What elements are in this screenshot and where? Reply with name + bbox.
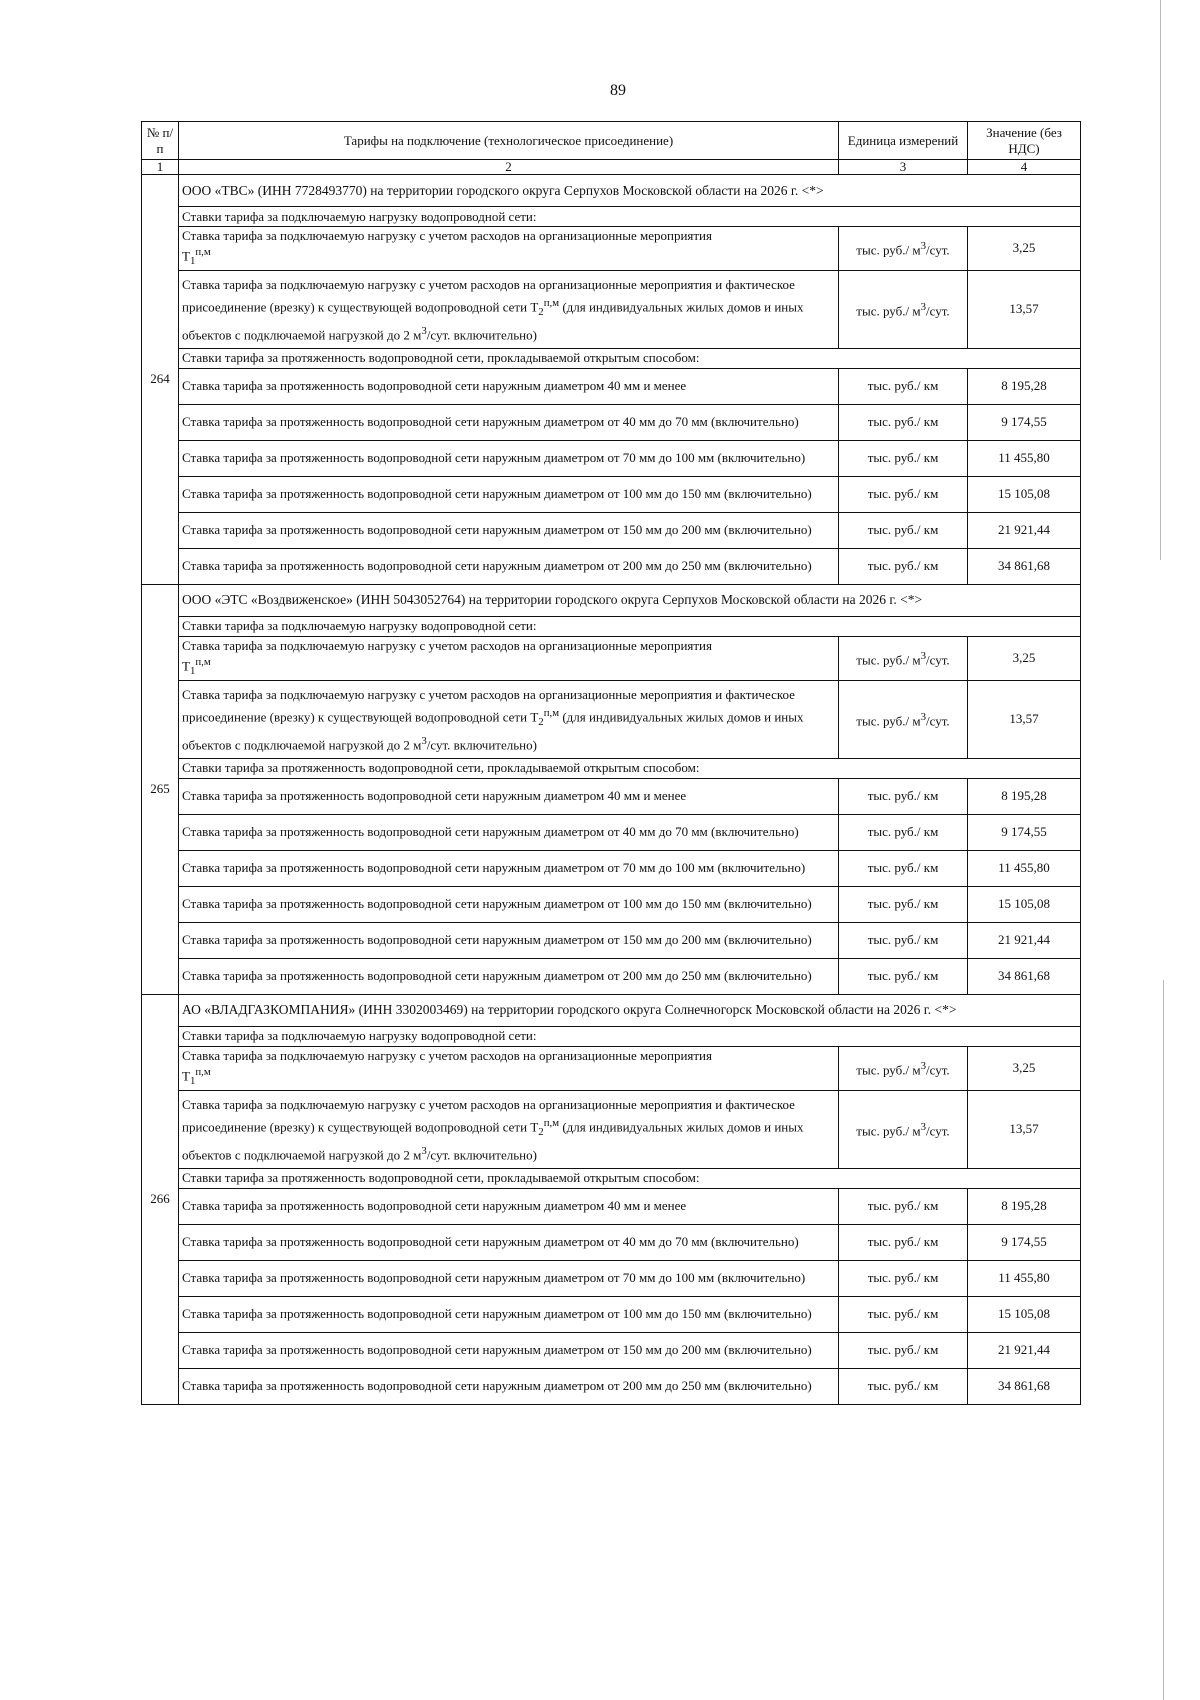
value-cell: 8 195,28 [968,1188,1081,1224]
unit-cell: тыс. руб./ км [839,476,968,512]
unit-sup: 3 [920,1060,927,1073]
section-row [142,348,1081,368]
value-cell: 3,25 [968,227,1081,271]
value-cell: 34 861,68 [968,548,1081,584]
pipe-tariff-name: Ставка тарифа за протяженность водопроводной сети наружным диаметром 40 мм и менее [179,1188,839,1224]
value-cell: 3,25 [968,1046,1081,1090]
organization-number: 265 [142,584,179,994]
unit-text: /сут. [926,713,950,729]
pipe-tariff-row [142,1332,1081,1368]
unit-cell: тыс. руб./ км [839,368,968,404]
page-number: 89 [610,82,626,99]
unit-text: /сут. [926,242,950,258]
tariff-text-sup: 3 [421,1144,427,1157]
tariff-text: (для индивидуальных жилых домов и иных объектов с подключаемой нагрузкой до 2 м [182,1118,804,1162]
tariff-name-t2 [179,1090,839,1168]
pipe-tariff-name: Ставка тарифа за протяженность водопроводной сети наружным диаметром 40 мм и менее [179,778,839,814]
value-cell: 15 105,08 [968,476,1081,512]
tariff-symbol-sup: п,м [195,1065,211,1078]
tariff-symbol: T [530,709,539,725]
pipe-tariff-name: Ставка тарифа за протяженность водопроводной сети наружным диаметром от 100 мм до 150 мм (включительно) [179,886,839,922]
tariff-symbol-sup: п,м [543,296,560,309]
pipe-tariff-name: Ставка тарифа за протяженность водопроводной сети наружным диаметром 40 мм и менее [179,368,839,404]
pipe-tariff-name: Ставка тарифа за протяженность водопроводной сети наружным диаметром от 200 мм до 250 мм (включительно) [179,958,839,994]
organization-number: 266 [142,994,179,1404]
value-cell: 21 921,44 [968,512,1081,548]
organization-row [142,584,1081,616]
tariff-row-t1 [142,636,1081,680]
value-cell: 13,57 [968,270,1081,348]
unit-cell: тыс. руб./ км [839,886,968,922]
unit-cell: тыс. руб./ км [839,404,968,440]
pipe-tariff-row [142,778,1081,814]
pipe-tariff-name: Ставка тарифа за протяженность водопроводной сети наружным диаметром от 40 мм до 70 мм (включительно) [179,404,839,440]
tariff-text: Ставка тарифа за подключаемую нагрузку с учетом расходов на организационные мероприятия и фактическое присоединение (врезку) к существующей водопроводной сети [182,686,795,725]
unit-cell: тыс. руб./ км [839,1296,968,1332]
unit-cell [839,1090,968,1168]
tariff-symbol: T [182,658,190,674]
value-cell: 21 921,44 [968,922,1081,958]
unit-sup: 3 [920,1121,927,1134]
unit-text: тыс. руб./ м [856,652,921,668]
pipe-tariff-name: Ставка тарифа за протяженность водопроводной сети наружным диаметром от 200 мм до 250 мм (включительно) [179,1368,839,1404]
tariff-row-t2 [142,680,1081,758]
tariff-text-sup: 3 [421,734,427,747]
pipe-tariff-row [142,404,1081,440]
section-title-load: Ставки тарифа за подключаемую нагрузку водопроводной сети: [179,207,1081,227]
value-cell: 15 105,08 [968,1296,1081,1332]
pipe-tariff-row [142,922,1081,958]
tariff-symbol-sub: 1 [189,254,196,267]
column-index: 2 [179,160,839,175]
unit-cell [839,636,968,680]
value-cell: 9 174,55 [968,404,1081,440]
section-title-length: Ставки тарифа за протяженность водопроводной сети, прокладываемой открытым способом: [179,348,1081,368]
column-index: 1 [142,160,179,175]
organization-number: 264 [142,175,179,585]
unit-sup: 3 [920,240,927,253]
pipe-tariff-row [142,850,1081,886]
value-cell: 34 861,68 [968,958,1081,994]
scan-edge-line [1163,980,1164,1700]
tariff-symbol: T [182,248,190,264]
tariff-name-t1 [179,636,839,680]
tariff-table-body [142,175,1081,1405]
pipe-tariff-name: Ставка тарифа за протяженность водопроводной сети наружным диаметром от 100 мм до 150 мм (включительно) [179,476,839,512]
tariff-symbol: T [182,1068,190,1084]
tariff-row-t1 [142,1046,1081,1090]
unit-cell [839,680,968,758]
value-cell: 11 455,80 [968,1260,1081,1296]
unit-cell: тыс. руб./ км [839,512,968,548]
value-cell: 21 921,44 [968,1332,1081,1368]
pipe-tariff-name: Ставка тарифа за протяженность водопроводной сети наружным диаметром от 150 мм до 200 мм (включительно) [179,512,839,548]
unit-text: /сут. [926,303,950,319]
pipe-tariff-name: Ставка тарифа за протяженность водопроводной сети наружным диаметром от 70 мм до 100 мм (включительно) [179,440,839,476]
unit-cell: тыс. руб./ км [839,958,968,994]
pipe-tariff-name: Ставка тарифа за протяженность водопроводной сети наружным диаметром от 100 мм до 150 мм (включительно) [179,1296,839,1332]
tariff-symbol-sub: 2 [538,715,544,728]
column-index: 4 [968,160,1081,175]
section-row [142,758,1081,778]
tariff-symbol: T [530,1118,539,1134]
unit-cell: тыс. руб./ км [839,1224,968,1260]
unit-cell: тыс. руб./ км [839,1188,968,1224]
tariff-name-t2 [179,270,839,348]
tariff-text: (для индивидуальных жилых домов и иных объектов с подключаемой нагрузкой до 2 м [182,709,804,752]
tariff-text: Ставка тарифа за подключаемую нагрузку с учетом расходов на организационные мероприятия [182,228,712,243]
unit-cell: тыс. руб./ км [839,1368,968,1404]
table-header-row [142,122,1081,160]
tariff-row-t2 [142,270,1081,348]
unit-cell: тыс. руб./ км [839,1260,968,1296]
pipe-tariff-row [142,476,1081,512]
header-unit: Единица измерений [839,122,968,160]
pipe-tariff-row [142,440,1081,476]
unit-text: тыс. руб./ м [856,303,921,319]
value-cell: 9 174,55 [968,814,1081,850]
pipe-tariff-row [142,368,1081,404]
column-index-row [142,160,1081,175]
pipe-tariff-row [142,814,1081,850]
organization-title: АО «ВЛАДГАЗКОМПАНИЯ» (ИНН 3302003469) на территории городского округа Солнечногорск Московской области на 2026 г. <*> [179,994,1081,1026]
tariff-row-t1 [142,227,1081,271]
unit-cell: тыс. руб./ км [839,850,968,886]
value-cell: 3,25 [968,636,1081,680]
pipe-tariff-name: Ставка тарифа за протяженность водопроводной сети наружным диаметром от 150 мм до 200 мм (включительно) [179,1332,839,1368]
tariff-symbol: T [530,299,539,315]
header-value: Значение (без НДС) [968,122,1081,160]
unit-cell [839,270,968,348]
unit-cell [839,227,968,271]
tariff-text: Ставка тарифа за подключаемую нагрузку с учетом расходов на организационные мероприятия [182,1047,712,1063]
value-cell: 13,57 [968,680,1081,758]
tariff-symbol-sup: п,м [195,655,211,668]
tariff-name-t1 [179,1046,839,1090]
unit-text: тыс. руб./ м [856,1062,921,1078]
tariff-text: /сут. включительно) [426,1146,537,1162]
value-cell: 8 195,28 [968,778,1081,814]
unit-sup: 3 [920,650,927,663]
pipe-tariff-row [142,548,1081,584]
tariff-symbol-sup: п,м [543,1116,560,1129]
pipe-tariff-row [142,1188,1081,1224]
unit-sup: 3 [920,301,927,314]
pipe-tariff-name: Ставка тарифа за протяженность водопроводной сети наружным диаметром от 200 мм до 250 мм (включительно) [179,548,839,584]
header-name: Тарифы на подключение (технологическое присоединение) [179,122,839,160]
tariff-row-t2 [142,1090,1081,1168]
header-num: № п/п [142,122,179,160]
unit-text: тыс. руб./ м [856,713,921,729]
unit-sup: 3 [920,711,927,724]
unit-text: /сут. [926,652,950,668]
section-title-length: Ставки тарифа за протяженность водопроводной сети, прокладываемой открытым способом: [179,1168,1081,1188]
tariff-text: (для индивидуальных жилых домов и иных объектов с подключаемой нагрузкой до 2 м [182,299,804,343]
unit-text: тыс. руб./ м [856,1123,921,1139]
value-cell: 34 861,68 [968,1368,1081,1404]
section-row [142,1026,1081,1046]
tariff-text: Ставка тарифа за подключаемую нагрузку с учетом расходов на организационные мероприятия и фактическое присоединение (врезку) к существующей водопроводной сети [182,276,795,315]
pipe-tariff-row [142,1296,1081,1332]
pipe-tariff-row [142,1224,1081,1260]
section-title-load: Ставки тарифа за подключаемую нагрузку водопроводной сети: [179,616,1081,636]
tariff-text: Ставка тарифа за подключаемую нагрузку с учетом расходов на организационные мероприятия и фактическое присоединение (врезку) к существующей водопроводной сети [182,1096,795,1134]
unit-cell [839,1046,968,1090]
unit-cell: тыс. руб./ км [839,778,968,814]
column-index: 3 [839,160,968,175]
pipe-tariff-name: Ставка тарифа за протяженность водопроводной сети наружным диаметром от 70 мм до 100 мм (включительно) [179,1260,839,1296]
pipe-tariff-name: Ставка тарифа за протяженность водопроводной сети наружным диаметром от 70 мм до 100 мм (включительно) [179,850,839,886]
pipe-tariff-name: Ставка тарифа за протяженность водопроводной сети наружным диаметром от 150 мм до 200 мм (включительно) [179,922,839,958]
value-cell: 9 174,55 [968,1224,1081,1260]
pipe-tariff-name: Ставка тарифа за протяженность водопроводной сети наружным диаметром от 40 мм до 70 мм (включительно) [179,1224,839,1260]
section-title-load: Ставки тарифа за подключаемую нагрузку водопроводной сети: [179,1026,1081,1046]
unit-cell: тыс. руб./ км [839,922,968,958]
pipe-tariff-row [142,1368,1081,1404]
section-row [142,616,1081,636]
pipe-tariff-row [142,958,1081,994]
unit-cell: тыс. руб./ км [839,440,968,476]
unit-text: /сут. [926,1062,950,1078]
unit-text: тыс. руб./ м [856,242,921,258]
unit-text: /сут. [926,1123,950,1139]
organization-row [142,994,1081,1026]
organization-row [142,175,1081,207]
value-cell: 15 105,08 [968,886,1081,922]
tariff-text: Ставка тарифа за подключаемую нагрузку с учетом расходов на организационные мероприятия [182,637,712,653]
tariff-symbol-sup: п,м [195,246,211,258]
value-cell: 13,57 [968,1090,1081,1168]
tariff-symbol-sub: 1 [189,1074,196,1087]
organization-title: ООО «ТВС» (ИНН 7728493770) на территории городского округа Серпухов Московской области на 2026 г. <*> [179,175,1081,207]
tariff-text: /сут. включительно) [426,736,537,752]
pipe-tariff-row [142,1260,1081,1296]
tariff-text: /сут. включительно) [426,327,537,343]
unit-cell: тыс. руб./ км [839,548,968,584]
pipe-tariff-name: Ставка тарифа за протяженность водопроводной сети наружным диаметром от 40 мм до 70 мм (включительно) [179,814,839,850]
section-row [142,207,1081,227]
organization-title: ООО «ЭТС «Воздвиженское» (ИНН 5043052764) на территории городского округа Серпухов Московской области на 2026 г. <*> [179,584,1081,616]
tariff-table [141,121,1081,1405]
tariff-text-sup: 3 [421,324,427,337]
pipe-tariff-row [142,886,1081,922]
tariff-symbol-sup: п,м [543,706,560,719]
pipe-tariff-row [142,512,1081,548]
section-row [142,1168,1081,1188]
section-title-length: Ставки тарифа за протяженность водопроводной сети, прокладываемой открытым способом: [179,758,1081,778]
tariff-symbol-sub: 2 [538,305,544,318]
value-cell: 11 455,80 [968,440,1081,476]
tariff-symbol-sub: 1 [189,664,196,677]
tariff-symbol-sub: 2 [538,1125,544,1138]
unit-cell: тыс. руб./ км [839,814,968,850]
tariff-name-t1 [179,227,839,271]
value-cell: 8 195,28 [968,368,1081,404]
value-cell: 11 455,80 [968,850,1081,886]
unit-cell: тыс. руб./ км [839,1332,968,1368]
tariff-name-t2 [179,680,839,758]
